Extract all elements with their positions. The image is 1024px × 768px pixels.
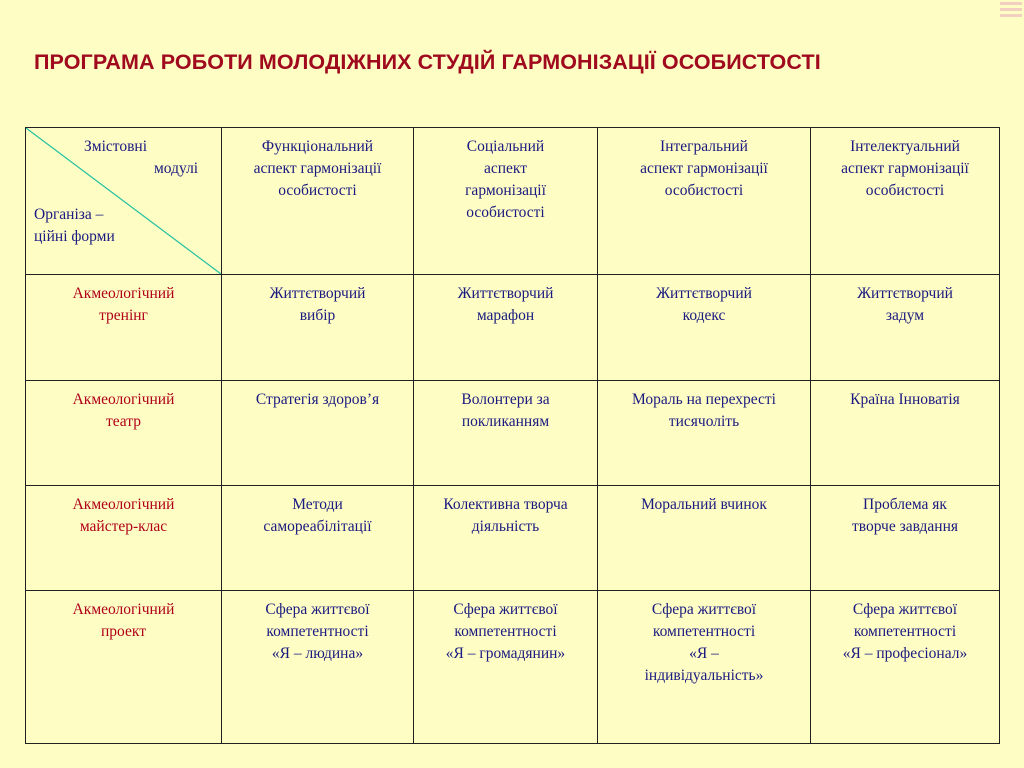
table-row [26,275,1000,381]
table-row [26,486,1000,591]
table-cell: Мораль на перехресті тисячоліть [598,381,811,486]
modules-label [84,136,214,180]
table-row [26,591,1000,744]
table-cell: Сфера життєвої компетентності «Я – громадянин» [414,591,598,744]
column-header-integral: Інтегральний аспект гармонізації особистості [598,128,811,275]
column-header-functional: Функціональний аспект гармонізації особистості [222,128,414,275]
table-cell: Волонтери за покликанням [414,381,598,486]
row-header-project: Акмеологічний проект [26,591,222,744]
table-cell: Сфера життєвої компетентності «Я – індивідуальність» [598,591,811,744]
table-cell: Проблема як творче завдання [811,486,1000,591]
table-cell: Життєтворчий кодекс [598,275,811,381]
table-cell: Методи самореабілітації [222,486,414,591]
page-title: ПРОГРАМА РОБОТИ МОЛОДІЖНИХ СТУДІЙ ГАРМОНІЗАЦІЇ ОСОБИСТОСТІ [34,50,821,74]
forms-label [34,204,115,248]
program-table [25,127,1000,744]
row-header-theatre: Акмеологічний театр [26,381,222,486]
table-cell: Життєтворчий марафон [414,275,598,381]
table-cell: Країна Інноватія [811,381,1000,486]
table-cell: Сфера життєвої компетентності «Я – професіонал» [811,591,1000,744]
column-header-intellectual: Інтелектуальний аспект гармонізації особистості [811,128,1000,275]
row-header-master-class: Акмеологічний майстер-клас [26,486,222,591]
modules-label-line1: Змістовні [84,138,147,155]
table-cell: Життєтворчий задум [811,275,1000,381]
table-cell: Колективна творча діяльність [414,486,598,591]
corner-decoration [996,0,1024,22]
table-cell: Моральний вчинок [598,486,811,591]
row-header-training: Акмеологічний тренінг [26,275,222,381]
table-cell: Стратегія здоров’я [222,381,414,486]
table-row [26,381,1000,486]
modules-label-line2: модулі [154,160,199,177]
forms-label-line2: ційні форми [34,228,115,245]
table-cell: Життєтворчий вибір [222,275,414,381]
column-header-social: Соціальний аспект гармонізації особистості [414,128,598,275]
corner-header-cell [26,128,222,275]
header-row [26,128,1000,275]
forms-label-line1: Організа – [34,206,104,223]
table-cell: Сфера життєвої компетентності «Я – людина» [222,591,414,744]
